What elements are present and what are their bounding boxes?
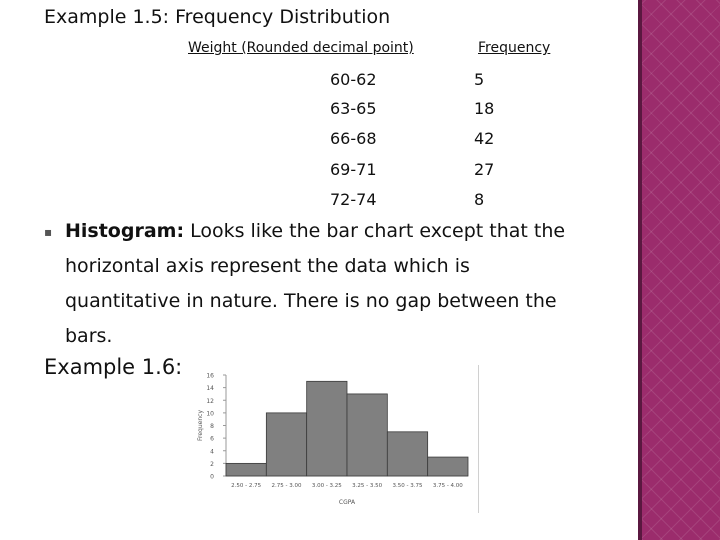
x-tick-label: 3.75 - 4.00 <box>432 483 463 489</box>
histogram-paragraph <box>65 214 585 354</box>
weight-column-header: Weight (Rounded decimal point) <box>188 40 414 56</box>
x-tick-label: 2.75 - 3.00 <box>271 483 302 489</box>
y-axis-title: Frequency <box>197 410 204 441</box>
y-tick-label: 2 <box>210 460 214 468</box>
y-tick-label: 6 <box>210 435 214 443</box>
histogram-bar <box>347 394 387 476</box>
y-tick-label: 16 <box>206 372 214 380</box>
y-tick-label: 10 <box>206 410 214 418</box>
y-tick-label: 8 <box>210 423 214 430</box>
table-row-range: 60-62 <box>330 70 377 89</box>
bullet-icon: ▪ <box>44 225 53 239</box>
y-tick-label: 0 <box>210 473 214 481</box>
x-axis-title: CGPA <box>338 499 356 506</box>
histogram-svg <box>184 365 478 513</box>
y-tick-label: 14 <box>206 385 214 393</box>
histogram-term: Histogram: <box>65 220 185 242</box>
slide-title: Example 1.5: Frequency Distribution <box>44 6 391 28</box>
x-tick-label: 3.50 - 3.75 <box>392 483 423 489</box>
table-row-range: 69-71 <box>330 160 377 179</box>
table-row-range: 72-74 <box>330 190 377 209</box>
example-heading: Example 1.6: <box>44 355 183 379</box>
histogram-bar <box>226 463 266 476</box>
frequency-column-header: Frequency <box>478 40 551 56</box>
histogram-bar <box>307 381 347 476</box>
histogram-bar <box>266 413 306 476</box>
x-tick-label: 2.50 - 2.75 <box>231 483 262 489</box>
table-row-count: 42 <box>474 129 495 148</box>
histogram-description: Looks like the bar chart except that the horizontal axis represent the data which is quantitative in nature. There is no gap between the bars. <box>65 220 566 347</box>
decorative-side-panel <box>642 0 720 540</box>
table-row-count: 8 <box>474 190 485 209</box>
y-tick-label: 12 <box>206 397 214 405</box>
table-row-range: 63-65 <box>330 99 377 118</box>
x-tick-label: 3.25 - 3.50 <box>352 483 383 489</box>
table-row-count: 27 <box>474 160 495 179</box>
histogram-bar <box>428 457 468 476</box>
y-tick-label: 4 <box>210 448 214 456</box>
histogram-bar <box>387 432 427 476</box>
table-row-count: 5 <box>474 70 485 89</box>
table-row-count: 18 <box>474 99 495 118</box>
x-tick-label: 3.00 - 3.25 <box>311 483 342 489</box>
histogram-chart <box>184 365 479 513</box>
table-row-range: 66-68 <box>330 129 377 148</box>
